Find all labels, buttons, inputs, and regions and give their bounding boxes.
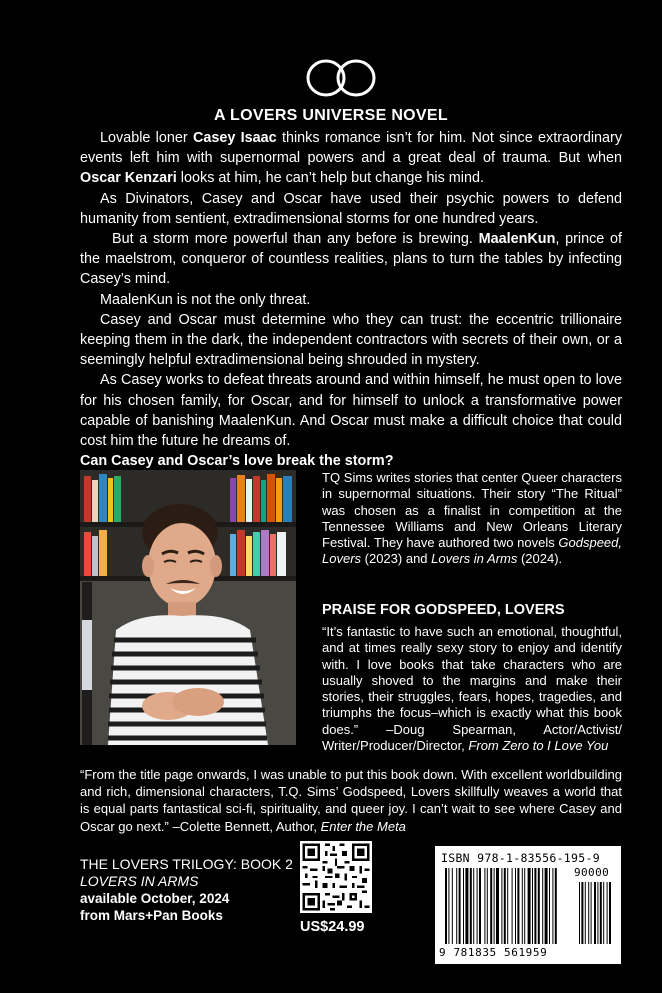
publisher-line: from Mars+Pan Books <box>80 908 223 923</box>
text-run: Lovable loner <box>100 130 193 146</box>
synopsis-paragraph: Casey and Oscar must determine who they can trust: the eccentric trillionaire keeping them in the dark, the independent contractors with secrets of their own, or a seemingly helpful extradimensional being shrouded in mystery. <box>80 311 622 369</box>
isbn-barcode <box>435 846 621 964</box>
text-run: looks at him, he can’t help but change his mind. <box>176 170 484 187</box>
praise-quote <box>322 624 622 754</box>
synopsis-paragraph <box>80 229 622 290</box>
character-name: MaalenKun <box>478 231 556 248</box>
text-run: thinks romance isn’t for him. Not since extraordinary events left him with supernormal powers and a great deal of trauma. But when <box>80 130 623 167</box>
author-photo <box>80 470 296 745</box>
text-run: TQ Sims writes stories that center Queer characters in supernormal situations. Their story “The Ritual” was chosen as a finalist in competition at the Tennessee Williams and New Orleans Literary Festival. They have authored two novels <box>322 470 622 551</box>
isbn-text: ISBN 978-1-83556-195-9 <box>441 851 600 865</box>
text-run: (2023) and <box>361 551 432 567</box>
qr-code-icon[interactable] <box>300 841 372 913</box>
availability-line: available October, 2024 <box>80 891 230 906</box>
text-run: “From the title page onwards, I was unable to put this book down. With excellent worldbuilding and rich, dimensional characters, T.Q. Sims’ Godspeed, Lovers skillfully weaves a world that is equal parts fantastical sci-fi, spirituality, and queer joy. I can’t wait to see where Casey and Oscar go next.” –Colette Bennett, Author, <box>80 767 622 834</box>
synopsis-paragraph: As Divinators, Casey and Oscar have used their psychic powers to defend humanity from sentient, extradimensional storms for one hundred years. <box>80 190 622 227</box>
barcode-digits: 9 781835 561959 <box>439 946 548 959</box>
barcode-bars-icon <box>443 868 615 948</box>
praise-quote <box>80 766 622 835</box>
quote-source: Enter the Meta <box>320 818 406 834</box>
text-run: But a storm more powerful than any before is brewing. <box>112 231 479 248</box>
synopsis-question: Can Casey and Oscar’s love break the storm? <box>80 453 394 470</box>
synopsis-paragraph <box>80 128 622 189</box>
quote-source: From Zero to I Love You <box>468 738 609 754</box>
series-title: A LOVERS UNIVERSE NOVEL <box>214 107 448 124</box>
trilogy-line: THE LOVERS TRILOGY: BOOK 2 <box>80 856 293 872</box>
character-name: Casey Isaac <box>192 130 277 146</box>
book-title-line: LOVERS IN ARMS <box>80 873 199 889</box>
synopsis-paragraph: MaalenKun is not the only threat. <box>100 291 311 308</box>
author-photo-illustration <box>80 470 296 745</box>
book-title: Lovers in Arms <box>431 551 518 567</box>
text-run: “It’s fantastic to have such an emotional, thoughtful, and at times really sexy story to enjoy and identify with. I love books that take characters who are usually shoved to the margins and make their stories, their struggles, fears, hopes, tragedies, and triumphs the focus–which is exactly what this book does.” –Doug Spearman, Actor/Activist/ Writer/Producer/Director, <box>322 624 622 754</box>
text-run: (2024). <box>517 551 563 567</box>
character-name: Oscar Kenzari <box>80 170 177 187</box>
synopsis-paragraph: As Casey works to defeat threats around and within himself, he must open to love for his chosen family, for Oscar, and for himself to unlock a transformative power capable of banishing MaalenKun. And Oscar must make a difficult choice that could cost him the future he dreams of. <box>80 372 622 450</box>
book-title: Godspeed, Lovers <box>322 535 622 567</box>
barcode-addon-digits: 90000 <box>574 866 610 879</box>
synopsis <box>80 128 622 471</box>
text-run: , prince of the maelstrom, conqueror of countless realities, plans to turn the tables by infecting Casey’s mind. <box>80 231 622 288</box>
trilogy-info <box>80 856 300 924</box>
interlocking-rings-logo-icon <box>303 58 379 98</box>
price: US$24.99 <box>300 919 365 935</box>
author-bio <box>322 470 622 568</box>
praise-heading: PRAISE FOR GODSPEED, LOVERS <box>322 602 565 618</box>
